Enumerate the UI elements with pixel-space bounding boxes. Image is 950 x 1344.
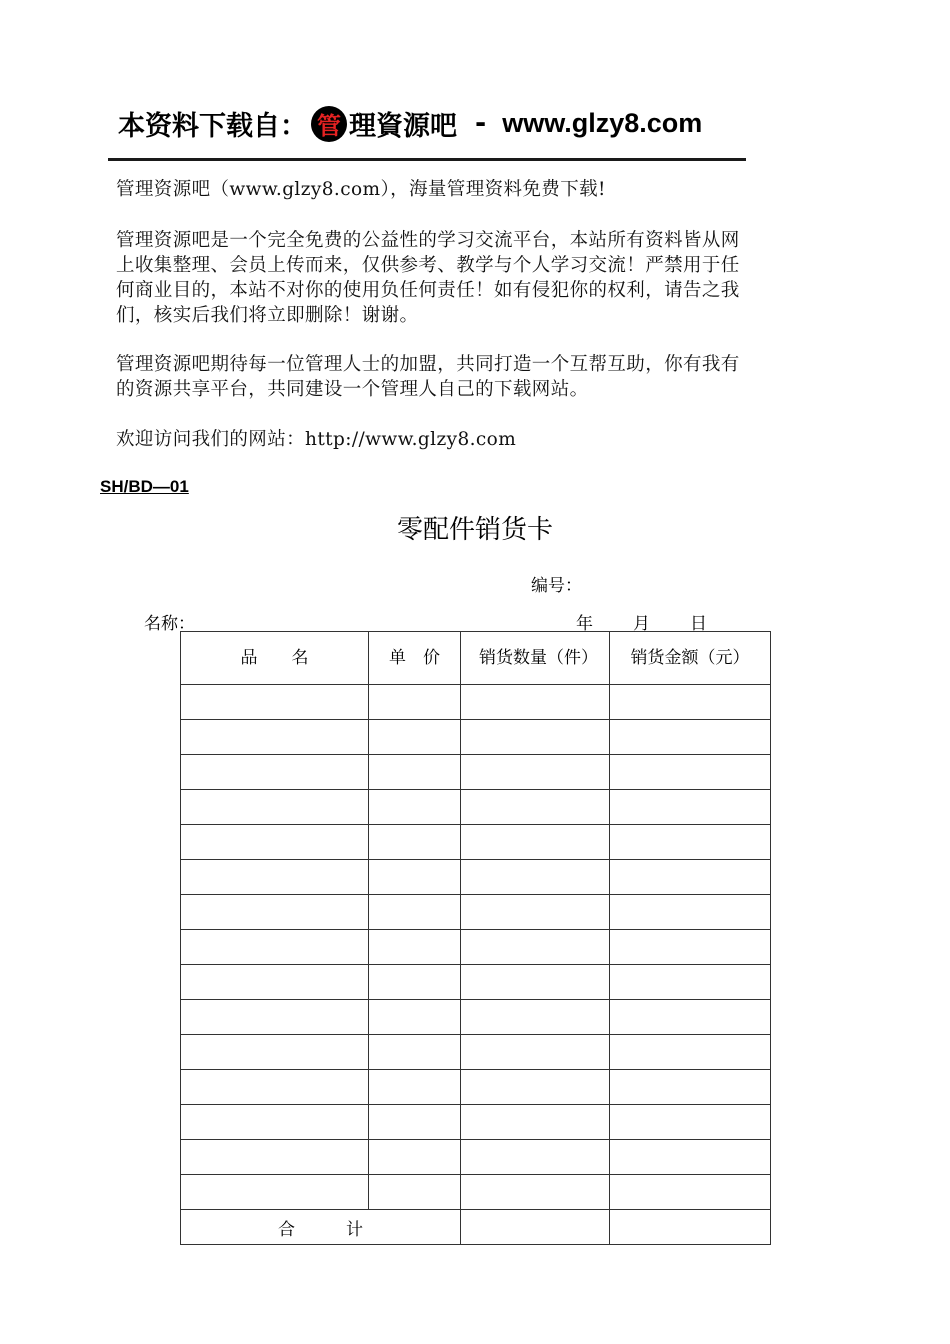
intro-paragraph-4: 欢迎访问我们的网站：http://www.glzy8.com <box>116 429 517 450</box>
product-name-cell[interactable] <box>181 1105 369 1140</box>
name-label: 名称： <box>144 614 195 634</box>
table-row <box>181 685 771 720</box>
banner-brand: 理資源吧 <box>349 111 457 142</box>
intro-line-1: 管理资源吧（www.glzy8.com），海量管理资料免费下载! <box>116 179 606 200</box>
amount-cell[interactable] <box>610 825 771 860</box>
amount-cell[interactable] <box>610 755 771 790</box>
table-row <box>181 895 771 930</box>
source-banner <box>118 104 702 143</box>
table-row <box>181 1070 771 1105</box>
day-label: 日 <box>690 614 707 634</box>
amount-cell[interactable] <box>610 720 771 755</box>
amount-cell[interactable] <box>610 860 771 895</box>
unit-price-cell[interactable] <box>369 1140 461 1175</box>
product-name-cell[interactable] <box>181 930 369 965</box>
quantity-cell[interactable] <box>461 1070 610 1105</box>
table-row <box>181 720 771 755</box>
amount-cell[interactable] <box>610 1035 771 1070</box>
intro-paragraph-2: 管理资源吧是一个完全免费的公益性的学习交流平台，本站所有资料皆从网上收集整理、会员上传而来，仅供参考、教学与个人学习交流！严禁用于任何商业目的，本站不对你的使用负任何责任！如有侵犯你的权利，请告之我们，核实后我们将立即删除！谢谢。 <box>116 230 740 326</box>
brand-logo-icon: 管 <box>311 106 347 142</box>
product-name-cell[interactable] <box>181 685 369 720</box>
table-row <box>181 860 771 895</box>
table-row <box>181 825 771 860</box>
quantity-cell[interactable] <box>461 685 610 720</box>
month-label: 月 <box>633 614 650 634</box>
unit-price-cell[interactable] <box>369 1035 461 1070</box>
column-header-amount: 销货金额（元） <box>610 632 771 685</box>
quantity-cell[interactable] <box>461 930 610 965</box>
banner-dash: - <box>475 108 487 139</box>
product-name-cell[interactable] <box>181 720 369 755</box>
unit-price-cell[interactable] <box>369 1175 461 1210</box>
unit-price-cell[interactable] <box>369 1000 461 1035</box>
product-name-cell[interactable] <box>181 1035 369 1070</box>
unit-price-cell[interactable] <box>369 895 461 930</box>
table-row <box>181 1140 771 1175</box>
amount-cell[interactable] <box>610 1105 771 1140</box>
product-name-cell[interactable] <box>181 1140 369 1175</box>
unit-price-cell[interactable] <box>369 930 461 965</box>
table-row <box>181 930 771 965</box>
column-header-product-name: 品 名 <box>181 632 369 685</box>
quantity-cell[interactable] <box>461 1175 610 1210</box>
column-header-unit-price: 单 价 <box>369 632 461 685</box>
header-divider <box>108 158 746 161</box>
table-row <box>181 965 771 1000</box>
quantity-cell[interactable] <box>461 1105 610 1140</box>
amount-cell[interactable] <box>610 930 771 965</box>
quantity-cell[interactable] <box>461 825 610 860</box>
amount-cell[interactable] <box>610 1175 771 1210</box>
year-label: 年 <box>576 614 593 634</box>
quantity-cell[interactable] <box>461 965 610 1000</box>
table-row <box>181 1105 771 1140</box>
table-row <box>181 1035 771 1070</box>
quantity-cell[interactable] <box>461 860 610 895</box>
amount-cell[interactable] <box>610 965 771 1000</box>
amount-cell[interactable] <box>610 1000 771 1035</box>
sales-card-table <box>180 631 771 1245</box>
amount-cell[interactable] <box>610 685 771 720</box>
form-title: 零配件销货卡 <box>396 515 553 545</box>
product-name-cell[interactable] <box>181 825 369 860</box>
quantity-cell[interactable] <box>461 1035 610 1070</box>
quantity-cell[interactable] <box>461 720 610 755</box>
quantity-cell[interactable] <box>461 1000 610 1035</box>
unit-price-cell[interactable] <box>369 825 461 860</box>
total-row <box>181 1210 771 1245</box>
unit-price-cell[interactable] <box>369 1070 461 1105</box>
column-header-quantity: 销货数量（件） <box>461 632 610 685</box>
unit-price-cell[interactable] <box>369 1105 461 1140</box>
product-name-cell[interactable] <box>181 790 369 825</box>
product-name-cell[interactable] <box>181 1070 369 1105</box>
product-name-cell[interactable] <box>181 1175 369 1210</box>
unit-price-cell[interactable] <box>369 755 461 790</box>
unit-price-cell[interactable] <box>369 685 461 720</box>
amount-cell[interactable] <box>610 1140 771 1175</box>
banner-url[interactable]: www.glzy8.com <box>502 108 703 138</box>
amount-cell[interactable] <box>610 1070 771 1105</box>
unit-price-cell[interactable] <box>369 860 461 895</box>
product-name-cell[interactable] <box>181 965 369 1000</box>
product-name-cell[interactable] <box>181 860 369 895</box>
table-row <box>181 790 771 825</box>
total-label: 合 计 <box>181 1210 461 1245</box>
total-quantity-cell[interactable] <box>461 1210 610 1245</box>
number-label: 编号： <box>531 576 582 596</box>
amount-cell[interactable] <box>610 790 771 825</box>
form-code: SH/BD—01 <box>100 477 189 496</box>
unit-price-cell[interactable] <box>369 790 461 825</box>
table-row <box>181 755 771 790</box>
quantity-cell[interactable] <box>461 1140 610 1175</box>
unit-price-cell[interactable] <box>369 720 461 755</box>
quantity-cell[interactable] <box>461 790 610 825</box>
amount-cell[interactable] <box>610 895 771 930</box>
total-amount-cell[interactable] <box>610 1210 771 1245</box>
product-name-cell[interactable] <box>181 1000 369 1035</box>
table-row <box>181 1000 771 1035</box>
table-row <box>181 1175 771 1210</box>
quantity-cell[interactable] <box>461 895 610 930</box>
product-name-cell[interactable] <box>181 895 369 930</box>
product-name-cell[interactable] <box>181 755 369 790</box>
intro-paragraph-3: 管理资源吧期待每一位管理人士的加盟，共同打造一个互帮互助，你有我有的资源共享平台，共同建设一个管理人自己的下载网站。 <box>116 354 740 400</box>
table-header-row <box>181 632 771 685</box>
unit-price-cell[interactable] <box>369 965 461 1000</box>
banner-prefix: 本资料下载自： <box>118 111 307 142</box>
quantity-cell[interactable] <box>461 755 610 790</box>
